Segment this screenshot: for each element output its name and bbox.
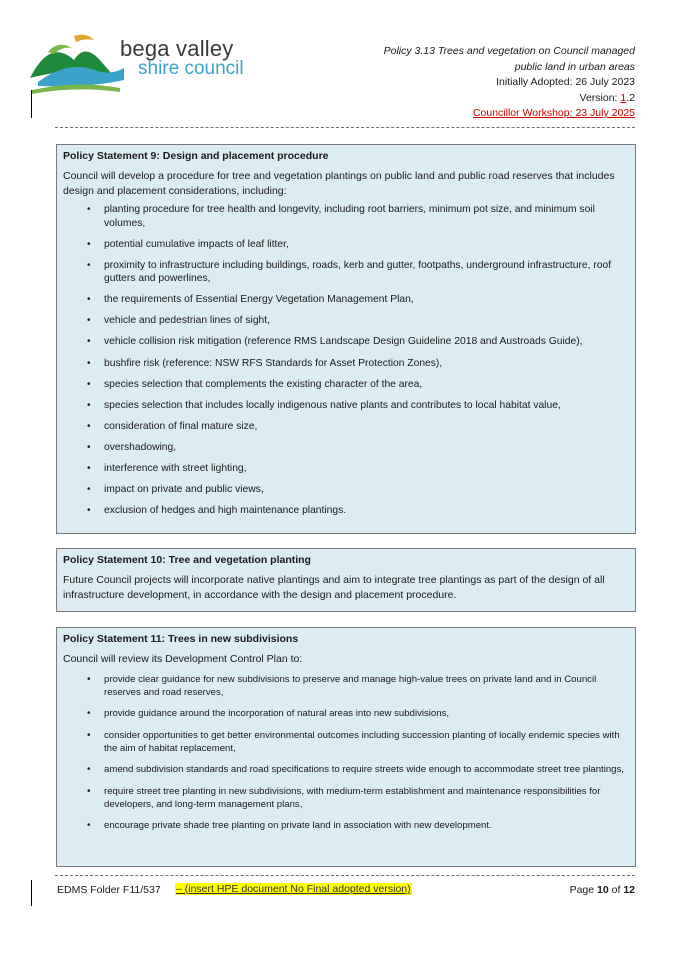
statement-10-intro: Future Council projects will incorporate native plantings and aim to integrate tree plantings as part of the design of all infrastructure development, in accordance with the design and placement procedure. xyxy=(63,574,605,601)
version-label: Version: xyxy=(579,91,621,104)
statement-11-list xyxy=(63,673,629,832)
statement-11-title: Policy Statement 11: Trees in new subdivisions xyxy=(63,633,299,645)
statement-11-intro: Council will review its Development Control Plan to: xyxy=(63,653,303,665)
policy-statement-9 xyxy=(56,144,636,534)
list-item: • provide clear guidance for new subdivisions to preserve and manage high-value trees on private land and in Council reserves and road reserves, xyxy=(63,673,629,699)
list-item: • species selection that includes locally indigenous native plants and contributes to local habitat value, xyxy=(63,399,629,413)
logo-text-shire-council: shire council xyxy=(138,58,244,79)
list-item: • vehicle and pedestrian lines of sight, xyxy=(63,314,629,328)
statement-9-intro: Council will develop a procedure for tree and vegetation plantings on public land and public road reserves that includes design and placement considerations, including: xyxy=(63,170,615,197)
page-prefix: Page xyxy=(569,884,598,896)
page-mid: of xyxy=(608,884,624,896)
footer-divider xyxy=(55,875,635,876)
version-changed: 1 xyxy=(620,91,627,104)
logo-hills-icon xyxy=(28,30,128,100)
list-item: • vehicle collision risk mitigation (reference RMS Landscape Design Guideline 2018 and Austroads Guide), xyxy=(63,335,629,349)
version-line xyxy=(384,91,635,107)
council-logo xyxy=(28,30,258,100)
list-item: • require street tree planting in new subdivisions, with medium-term establishment and maintenance responsibilities for developers, and long-term management plans, xyxy=(63,785,629,811)
councillor-workshop: Councillor Workshop: 23 July 2025 xyxy=(472,107,635,119)
statement-10-title: Policy Statement 10: Tree and vegetation planting xyxy=(63,554,311,566)
change-bar-top xyxy=(31,90,32,118)
document-footer xyxy=(57,884,635,900)
statement-9-title: Policy Statement 9: Design and placement procedure xyxy=(63,150,329,162)
hpe-placeholder-note: – (insert HPE document No Final adopted version) xyxy=(176,883,411,895)
list-item: • species selection that complements the existing character of the area, xyxy=(63,378,629,392)
list-item: • bushfire risk (reference: NSW RFS Standards for Asset Protection Zones), xyxy=(63,357,629,371)
list-item: • interference with street lighting, xyxy=(63,462,629,476)
page-total: 12 xyxy=(623,884,635,896)
change-bar-bottom xyxy=(31,880,32,906)
adopted-date: Initially Adopted: 26 July 2023 xyxy=(496,76,635,88)
policy-title-line1: Policy 3.13 Trees and vegetation on Council managed xyxy=(383,45,635,57)
list-item: • consider opportunities to get better environmental outcomes including succession planting of locally endemic species with the aim of habitat replacement, xyxy=(63,729,629,755)
header-divider xyxy=(55,127,635,128)
list-item: • overshadowing, xyxy=(63,441,629,455)
logo-text-bega-valley: bega valley xyxy=(120,36,234,61)
list-item: • proximity to infrastructure including buildings, roads, kerb and gutter, footpaths, underground infrastructure, roof gutters and powerlines, xyxy=(63,259,629,286)
page-current: 10 xyxy=(597,884,609,896)
edms-folder: EDMS Folder F11/537 xyxy=(57,884,161,896)
list-item: • encourage private shade tree planting on private land in association with new development. xyxy=(63,819,629,832)
list-item: • provide guidance around the incorporation of natural areas into new subdivisions, xyxy=(63,707,629,720)
list-item: • consideration of final mature size, xyxy=(63,420,629,434)
page-number xyxy=(570,884,635,896)
list-item: • the requirements of Essential Energy Vegetation Management Plan, xyxy=(63,293,629,307)
list-item: • exclusion of hedges and high maintenance plantings. xyxy=(63,504,629,518)
list-item: • impact on private and public views, xyxy=(63,483,629,497)
list-item: • potential cumulative impacts of leaf litter, xyxy=(63,238,629,252)
policy-statement-11 xyxy=(56,627,636,867)
document-header-info xyxy=(384,44,635,122)
version-suffix: .2 xyxy=(626,91,635,104)
statement-9-list xyxy=(63,203,629,518)
list-item: • amend subdivision standards and road specifications to require streets wide enough to accommodate street tree plantings, xyxy=(63,763,629,776)
policy-statement-10 xyxy=(56,548,636,612)
policy-title-line2: public land in urban areas xyxy=(514,60,635,73)
list-item: • planting procedure for tree health and longevity, including root barriers, minimum pot size, and minimum soil volumes, xyxy=(63,203,629,230)
